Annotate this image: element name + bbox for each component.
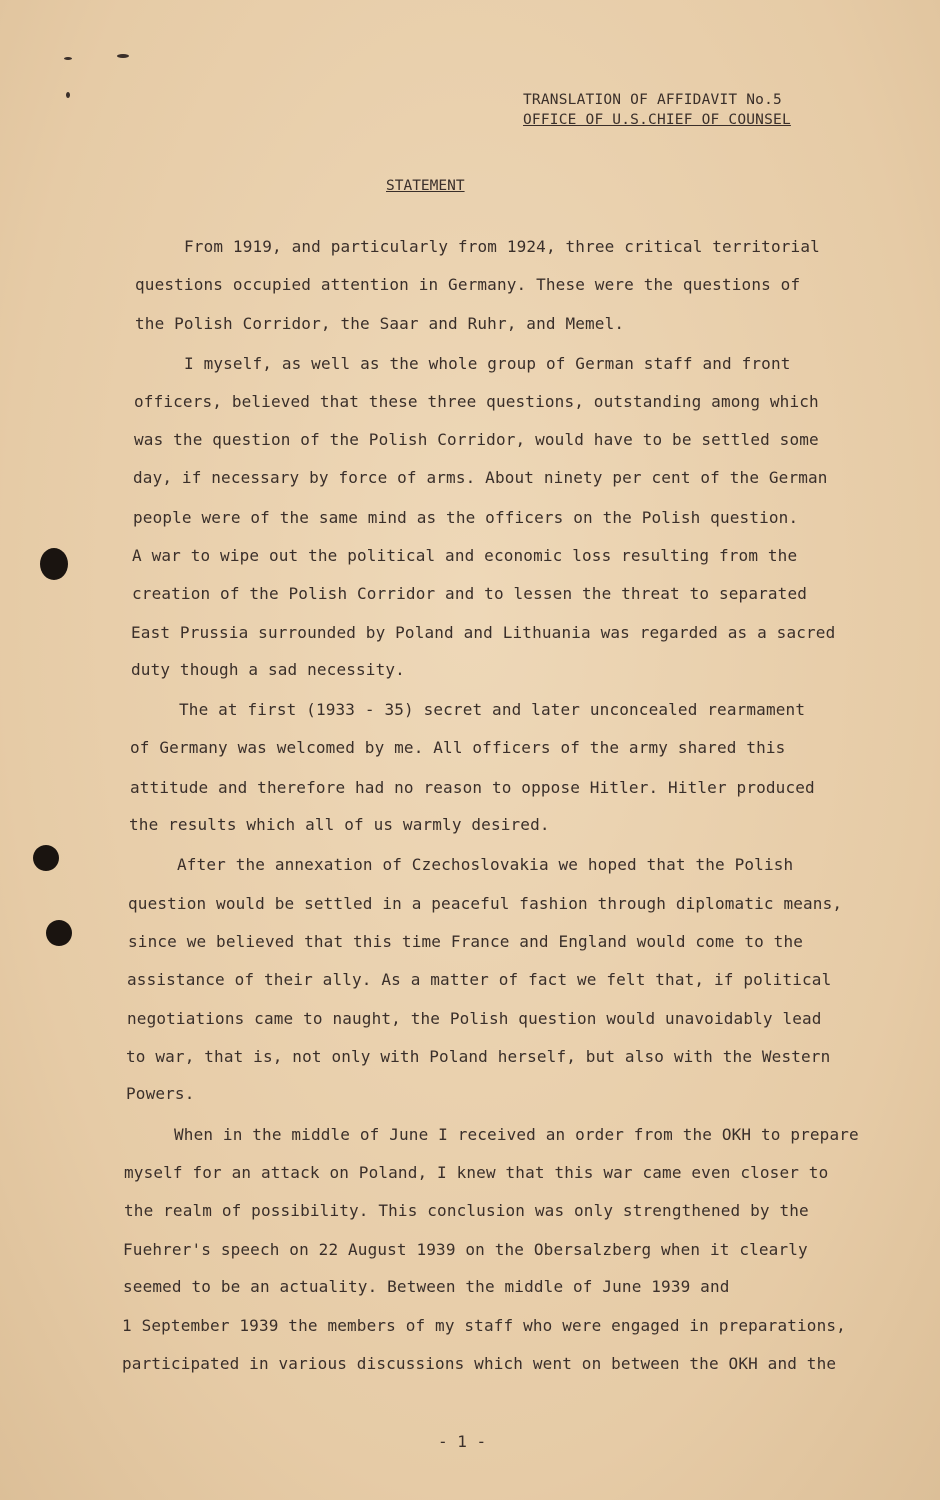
- text-line: since we believed that this time France and England would come to the: [128, 932, 804, 951]
- text-line: creation of the Polish Corridor and to lessen the threat to separated: [132, 584, 808, 603]
- header-office-line: OFFICE OF U.S.CHIEF OF COUNSEL: [523, 112, 791, 128]
- text-line: assistance of their ally. As a matter of fact we felt that, if political: [127, 970, 832, 989]
- text-line: negotiations came to naught, the Polish question would unavoidably lead: [127, 1009, 822, 1028]
- text-line: duty though a sad necessity.: [131, 660, 405, 679]
- text-line: 1 September 1939 the members of my staff who were engaged in preparations,: [122, 1316, 846, 1335]
- text-line: participated in various discussions which went on between the OKH and the: [122, 1354, 837, 1373]
- text-line: After the annexation of Czechoslovakia we hoped that the Polish: [177, 855, 794, 874]
- punch-hole: [33, 845, 59, 871]
- text-line: When in the middle of June I received an order from the OKH to prepare: [174, 1125, 859, 1144]
- text-line: the Polish Corridor, the Saar and Ruhr, and Memel.: [135, 314, 625, 333]
- text-line: the realm of possibility. This conclusion was only strengthened by the: [124, 1201, 809, 1220]
- header-translation-line: TRANSLATION OF AFFIDAVIT No.5: [523, 92, 782, 108]
- text-line: questions occupied attention in Germany. These were the questions of: [135, 275, 801, 294]
- text-line: people were of the same mind as the officers on the Polish question.: [133, 508, 799, 527]
- punch-hole: [46, 920, 72, 946]
- text-line: Fuehrer's speech on 22 August 1939 on the Obersalzberg when it clearly: [123, 1240, 808, 1259]
- scan-mark: [66, 92, 70, 98]
- scan-mark: [64, 57, 72, 60]
- text-line: of Germany was welcomed by me. All officers of the army shared this: [130, 738, 786, 757]
- text-line: I myself, as well as the whole group of German staff and front: [184, 354, 791, 373]
- text-line: seemed to be an actuality. Between the middle of June 1939 and: [123, 1277, 730, 1296]
- text-line: The at first (1933 - 35) secret and later unconcealed rearmament: [179, 700, 806, 719]
- punch-hole: [40, 548, 68, 580]
- page-number: - 1 -: [438, 1432, 487, 1451]
- text-line: question would be settled in a peaceful fashion through diplomatic means,: [128, 894, 843, 913]
- text-line: attitude and therefore had no reason to oppose Hitler. Hitler produced: [130, 778, 815, 797]
- statement-title: STATEMENT: [386, 178, 465, 194]
- text-line: day, if necessary by force of arms. About ninety per cent of the German: [133, 468, 828, 487]
- text-line: officers, believed that these three questions, outstanding among which: [134, 392, 819, 411]
- text-line: From 1919, and particularly from 1924, three critical territorial: [184, 237, 820, 256]
- text-line: Powers.: [126, 1084, 195, 1103]
- text-line: East Prussia surrounded by Poland and Lithuania was regarded as a sacred: [131, 623, 836, 642]
- text-line: to war, that is, not only with Poland herself, but also with the Western: [126, 1047, 831, 1066]
- text-line: myself for an attack on Poland, I knew that this war came even closer to: [124, 1163, 829, 1182]
- document-header: [523, 90, 791, 130]
- text-line: A war to wipe out the political and economic loss resulting from the: [132, 546, 798, 565]
- text-line: the results which all of us warmly desired.: [129, 815, 550, 834]
- scan-mark: [117, 54, 129, 58]
- text-line: was the question of the Polish Corridor, would have to be settled some: [134, 430, 819, 449]
